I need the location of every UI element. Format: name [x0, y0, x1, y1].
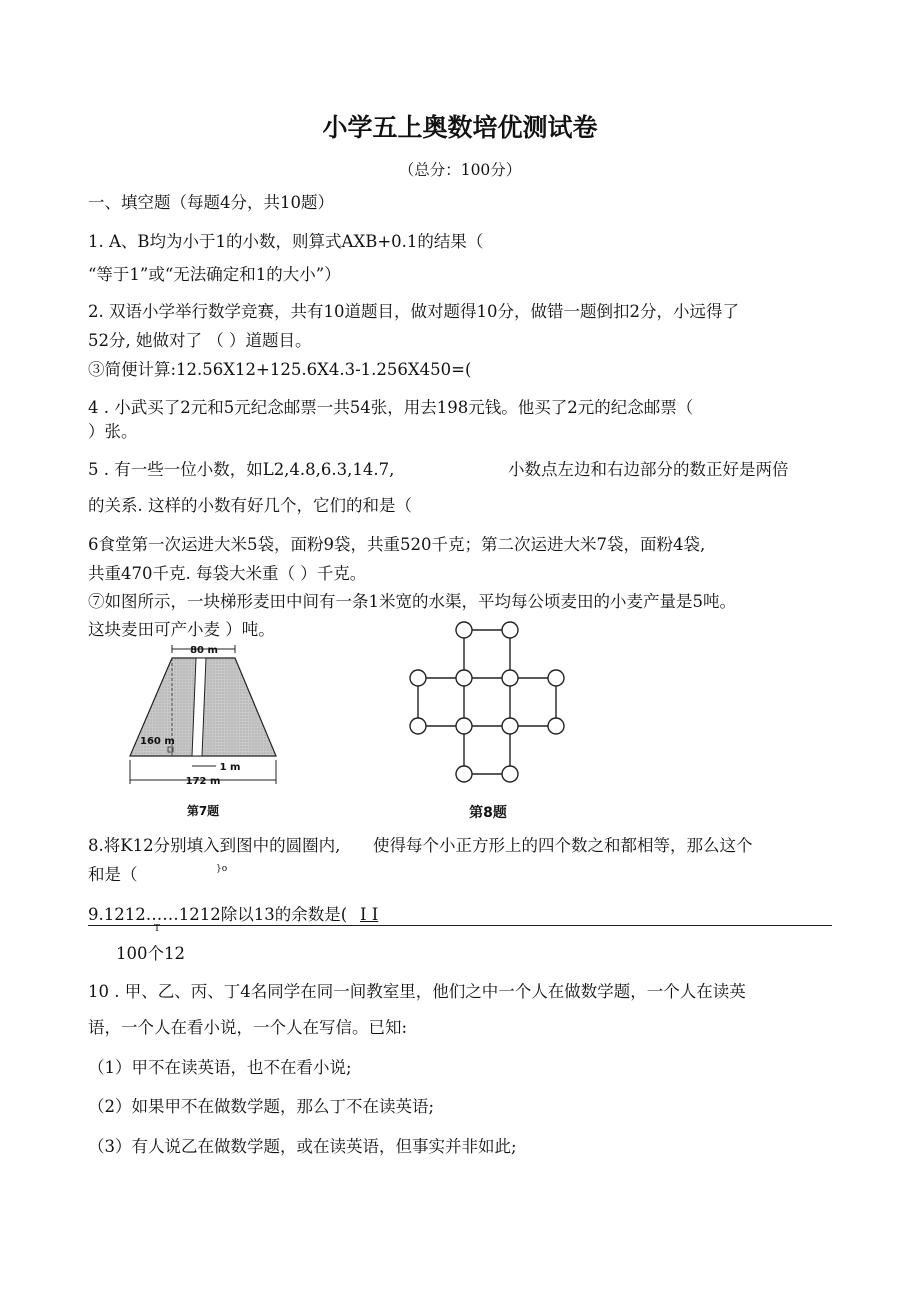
fig7-caption: 第7题 — [186, 804, 220, 818]
circle-node — [456, 766, 472, 782]
q9-answer-blank: I I — [360, 905, 379, 924]
figure-7-trapezoid — [120, 638, 290, 828]
circle-node — [410, 718, 426, 734]
figure-8-circle-grid — [400, 618, 580, 824]
page-title: 小学五上奥数培优测试卷 — [322, 113, 598, 142]
divider-line — [88, 925, 832, 926]
circle-node — [456, 718, 472, 734]
q2-line2: 52分, 她做对了 （ ）道题目。 — [88, 331, 312, 350]
fig7-top-label: 80 m — [190, 645, 218, 656]
circle-node — [456, 670, 472, 686]
q1-line1: 1. A、B均为小于1的小数，则算式AXB+0.1的结果（ — [88, 232, 484, 251]
q6-line2: 共重470千克. 每袋大米重（ ）千克。 — [88, 564, 367, 583]
q10-condition-2: （2）如果甲不在做数学题，那么丁不在读英语; — [88, 1097, 435, 1116]
q3-line1: ③简便计算:12.56X12+125.6X4.3-1.256X450=( — [88, 360, 472, 379]
circle-node — [502, 766, 518, 782]
q4-line1: 4 . 小武买了2元和5元纪念邮票一共54张，用去198元钱。他买了2元的纪念邮票（ — [88, 398, 694, 417]
q4-line2: ）张。 — [88, 422, 138, 441]
q2-line1: 2. 双语小学举行数学竞赛，共有10道题目，做对题得10分，做错一题倒扣2分，小远得了 — [88, 302, 739, 321]
q7-line1: ⑦如图所示，一块梯形麦田中间有一条1米宽的水渠，平均每公顷麦田的小麦产量是5吨。 — [88, 592, 736, 611]
circle-node — [502, 718, 518, 734]
q9-line1: 9.1212……1212除以13的余数是( — [88, 905, 348, 924]
q7-line2: 这块麦田可产小麦 ）吨。 — [88, 620, 275, 639]
q9-line2: 100个12 — [116, 944, 185, 963]
circle-node — [410, 670, 426, 686]
q8-line1b: 使得每个小正方形上的四个数之和都相等，那么这个 — [373, 836, 753, 855]
q10-condition-3: （3）有人说乙在做数学题，或在读英语，但事实并非如此; — [88, 1137, 517, 1156]
q9-brace-mark: T — [154, 924, 161, 934]
section-heading: 一、填空题（每题4分，共10题） — [88, 193, 334, 212]
fig7-height-label: 160 m — [140, 736, 175, 747]
fig7-canal-label: 1 m — [219, 762, 241, 773]
circle-node — [502, 622, 518, 638]
q5-line1b: 小数点左边和右边部分的数正好是两倍 — [508, 460, 789, 479]
q10-condition-1: （1）甲不在读英语，也不在看小说; — [88, 1058, 352, 1077]
circle-node — [548, 718, 564, 734]
fig8-caption: 第8题 — [469, 805, 507, 821]
q6-line1: 6食堂第一次运进大米5袋，面粉9袋，共重520千克；第二次运进大米7袋，面粉4袋, — [88, 535, 706, 554]
q5-line1a: 5 . 有一些一位小数，如L2,4.8,6.3,14.7, — [88, 460, 395, 479]
q8-line2: 和是（ — [88, 865, 138, 884]
circle-node — [456, 622, 472, 638]
circle-node — [502, 670, 518, 686]
q10-line1: 10 . 甲、乙、丙、丁4名同学在同一间教室里，他们之中一个人在做数学题，一个人在读英 — [88, 982, 746, 1001]
q8-mark: }o — [216, 864, 228, 874]
q10-line2: 语，一个人在看小说，一个人在写信。已知: — [88, 1018, 408, 1037]
fig7-bottom-label: 172 m — [185, 776, 221, 787]
q8-line1a: 8.将K12分别填入到图中的圆圈内, — [88, 836, 341, 855]
total-score: （总分：100分） — [398, 161, 522, 179]
q1-line2: “等于1”或“无法确定和1的大小”） — [88, 265, 341, 284]
q5-line2: 的关系. 这样的小数有好几个，它们的和是（ — [88, 496, 412, 515]
circle-node — [548, 670, 564, 686]
